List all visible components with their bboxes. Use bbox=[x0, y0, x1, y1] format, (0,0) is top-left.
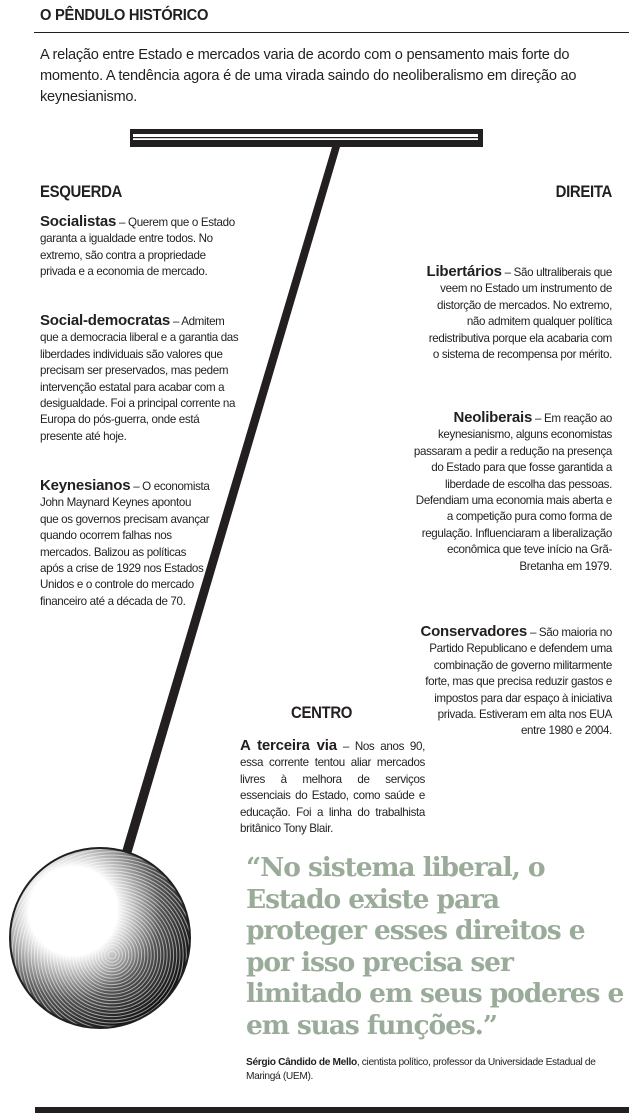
quote-author-role: , cientista político, professor da Universidade Estadual de Maringá (UEM). bbox=[246, 1057, 596, 1082]
page-title: O PÊNDULO HISTÓRICO bbox=[40, 7, 209, 24]
entry-term: Social-democratas bbox=[40, 312, 170, 329]
entry-libertarios bbox=[422, 264, 612, 363]
entry-term: Keynesianos bbox=[40, 477, 131, 494]
quote-line: por isso precisa ser bbox=[246, 946, 513, 978]
quote-line: “No sistema liberal, o bbox=[246, 852, 545, 883]
quote-author: Sérgio Cândido de Mello bbox=[246, 1057, 357, 1068]
pendulum-bob bbox=[0, 826, 241, 1084]
pull-quote bbox=[246, 852, 629, 1042]
entry-social-democratas bbox=[40, 313, 240, 445]
title-divider bbox=[34, 32, 629, 33]
quote-line: Estado existe para bbox=[246, 883, 499, 915]
entry-text: – Em reação ao keynesianismo, alguns economistas passaram a pedir a redução na presença do Estado para que fosse garantida a liberdade de escolha das pessoas. Defendiam uma economia mais aberta e a competição pura como forma de regulação. Influenciaram a liberalização econômica que teve início na Grã-Bretanha em 1979. bbox=[413, 412, 612, 573]
entry-keynesianos bbox=[40, 478, 212, 610]
entry-conservadores bbox=[412, 624, 612, 740]
entry-text: – Querem que o Estado garanta a igualdade entre todos. No extremo, são contra a propriedade privada e a economia de mercado. bbox=[40, 216, 235, 279]
section-left-heading: ESQUERDA bbox=[40, 182, 122, 201]
bottom-divider bbox=[35, 1107, 629, 1113]
intro-text: A relação entre Estado e mercados varia de acordo com o pensamento mais forte do momento. A tendência agora é de uma virada saindo do neoliberalismo em direção ao keynesianismo. bbox=[40, 47, 577, 105]
entry-term: Libertários bbox=[426, 263, 502, 280]
entry-term: A terceira via bbox=[240, 737, 337, 754]
entry-term: Socialistas bbox=[40, 213, 117, 230]
entry-terceira-via bbox=[240, 738, 425, 837]
section-center-heading: CENTRO bbox=[291, 703, 353, 722]
quote-line: limitado em seus poderes e bbox=[246, 978, 624, 1010]
entry-text: – Admitem que a democracia liberal e a garantia das liberdades individuais são valores que precisam ser preservados, mas pedem intervenção estatal para acabar com a desigualdade. Foi a principal corrente na Europa do pós-guerra, onde está presente até hoje. bbox=[40, 315, 239, 443]
entry-neoliberais bbox=[412, 410, 612, 575]
entry-text: – Nos anos 90, essa corrente tentou aliar mercados livres à melhora de serviços essenciais do Estado, como saúde e educação. Foi a linha do trabalhista britânico Tony Blair. bbox=[240, 740, 425, 836]
entry-text: – O economista John Maynard Keynes apontou que os governos precisam avançar quando ocorrem falhas nos mercados. Balizou as políticas após a crise de 1929 nos Estados Unidos e o controle do mercado financeiro até a década de 70. bbox=[40, 480, 210, 608]
quote-line: em suas funções.” bbox=[246, 1009, 497, 1041]
entry-term: Neoliberais bbox=[453, 409, 533, 426]
section-right-heading: DIREITA bbox=[555, 182, 612, 201]
pendulum-bar bbox=[130, 129, 483, 147]
entry-socialistas bbox=[40, 214, 240, 281]
entry-text: – São maioria no Partido Republicano e defendem uma combinação de governo militarmente forte, mas que precisa reduzir gastos e impostos para dar espaço à iniciativa privada. Estiveram em alta nos EUA entre 1980 e 2004. bbox=[425, 626, 612, 738]
quote-line: proteger esses direitos e bbox=[246, 915, 585, 947]
entry-term: Conservadores bbox=[420, 623, 528, 640]
entry-text: – São ultraliberais que veem no Estado um instrumento de distorção de mercados. No extremo, não admitem qualquer política redistributiva porque ela acabaria com o sistema de recompensa por mérito. bbox=[428, 266, 612, 362]
quote-credit bbox=[246, 1056, 629, 1083]
